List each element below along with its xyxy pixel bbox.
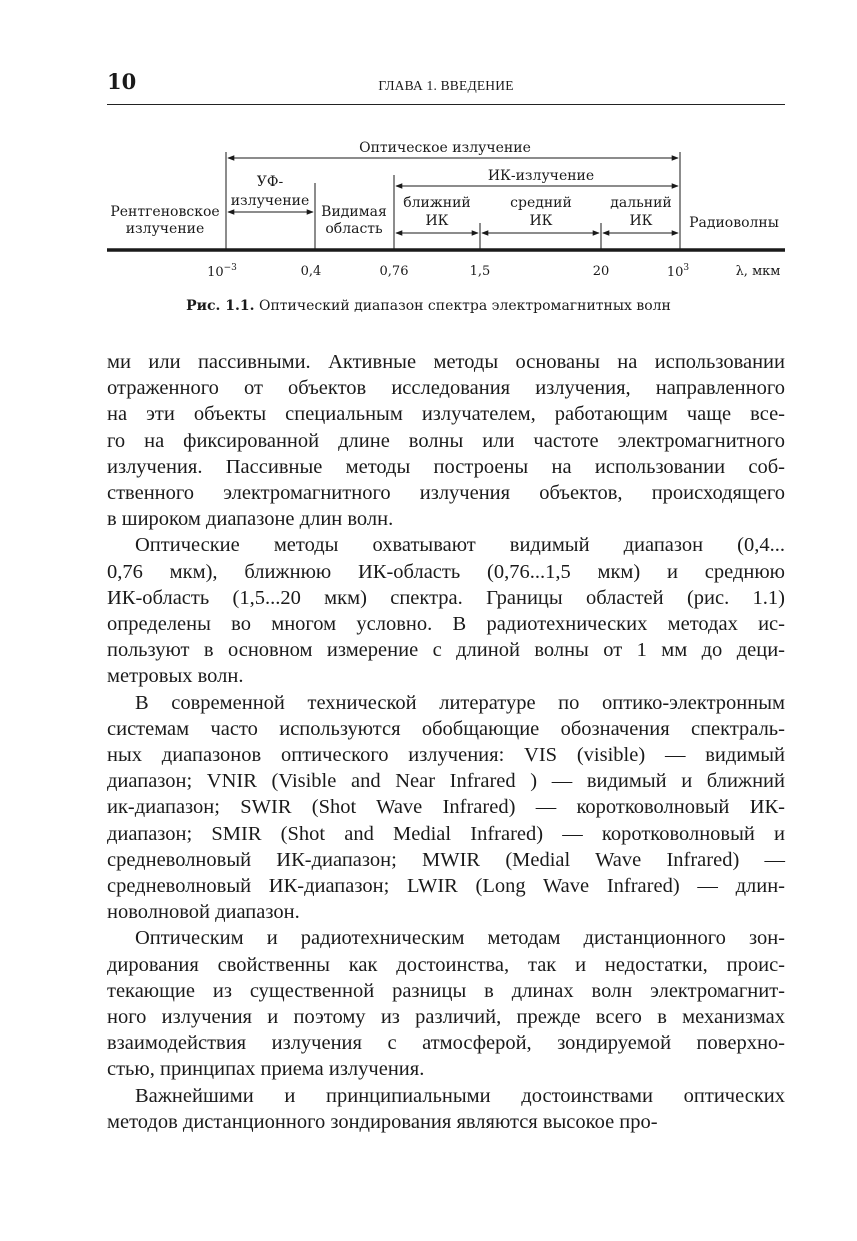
paragraph-2 <box>107 532 785 689</box>
tick-label-1: $10^{-3}$ <box>207 263 237 280</box>
text-line: определены во многом условно. В радиотехнических методах ис- <box>107 613 785 636</box>
far-ir-label-2: ИК <box>629 213 653 229</box>
text-line: ми или пассивными. Активные методы основаны на использовании <box>107 351 785 373</box>
tick-label-2: 0,4 <box>300 264 322 279</box>
uv-label-2: излучение <box>230 193 310 209</box>
mid-ir-label-1: средний <box>510 195 572 211</box>
text-line: в широком диапазоне длин волн. <box>107 508 394 531</box>
text-line: метровых волн. <box>107 665 244 688</box>
text-line: Оптические методы охватывают видимый диапазон (0,4... <box>135 534 785 557</box>
page-number: 10 <box>107 69 137 94</box>
xray-label-1: Рентгеновское <box>110 204 220 220</box>
xray-label-2: излучение <box>125 221 205 237</box>
text-line: методов дистанционного зондирования являются высокое про- <box>107 1110 658 1133</box>
far-ir-label-1: дальний <box>610 195 672 211</box>
uv-label-1: УФ- <box>256 174 284 190</box>
text-line: на эти объекты специальным излучателем, работающим чаще все- <box>107 403 785 426</box>
text-line: системам часто используются обобщающие обозначения спектраль- <box>107 717 785 740</box>
text-line: пользуют в основном измерение с длиной волны от 1 мм до деци- <box>107 639 785 662</box>
text-line: дирования свойственны как достоинства, так и недостатки, проис- <box>107 953 785 976</box>
tick-label-5: 20 <box>592 264 610 279</box>
ir-label: ИК-излучение <box>487 168 595 184</box>
caption-text: Оптический диапазон спектра электромагнитных волн <box>254 298 671 314</box>
near-ir-label-1: ближний <box>403 195 471 211</box>
visible-label-2: область <box>325 221 383 237</box>
mid-ir-label-2: ИК <box>529 213 553 229</box>
text-line: ного излучения и поэтому из различий, прежде всего в механизмах <box>107 1006 785 1029</box>
near-ir-label-2: ИК <box>425 213 449 229</box>
text-line: ных диапазонов оптического излучения: VIS (visible) — видимый <box>107 744 785 767</box>
text-line: 0,76 мкм), ближнюю ИК-область (0,76...1,5 мкм) и среднюю <box>107 560 785 583</box>
text-line: диапазон; SMIR (Shot and Medial Infrared) — коротковолновый и <box>107 822 785 845</box>
tick-label-4: 1,5 <box>469 264 491 279</box>
text-line: диапазон; VNIR (Visible and Near Infrared ) — видимый и ближний <box>107 770 785 793</box>
radio-label: Радиоволны <box>689 215 779 231</box>
optical-label: Оптическое излучение <box>359 140 531 156</box>
body-text <box>107 349 785 1135</box>
text-line: ственного электромагнитного излучения объектов, происходящего <box>107 482 785 505</box>
chapter-title: ГЛАВА 1. ВВЕДЕНИЕ <box>378 78 514 93</box>
tick-label-3: 0,76 <box>379 264 409 279</box>
text-line: ик-диапазон; SWIR (Shot Wave Infrared) — коротковолновый ИК- <box>107 796 785 819</box>
text-line: средневолновый ИК-диапазон; LWIR (Long Wave Infrared) — длин- <box>107 875 785 898</box>
paragraph-1 <box>107 349 785 532</box>
text-line: ИК-область (1,5...20 мкм) спектра. Границы областей (рис. 1.1) <box>107 586 785 609</box>
axis-unit-label: λ, мкм <box>735 264 781 279</box>
page-header <box>107 70 785 105</box>
text-line: новолновой диапазон. <box>107 901 300 924</box>
text-line: средневолновый ИК-диапазон; MWIR (Medial Wave Infrared) — <box>107 848 785 871</box>
text-line: отраженного от объектов исследования излучения, направленного <box>107 377 785 400</box>
spectrum-figure <box>0 130 857 290</box>
paragraph-3 <box>107 690 785 926</box>
text-line: Важнейшими и принципиальными достоинствами оптических <box>135 1084 785 1107</box>
spectrum-diagram <box>0 130 857 290</box>
text-line: излучения. Пассивные методы построены на использовании соб- <box>107 455 785 478</box>
caption-label: Рис. 1.1. <box>186 298 255 314</box>
visible-label-1: Видимая <box>321 204 387 220</box>
text-line: В современной технической литературе по оптико-электронным <box>135 691 785 714</box>
text-line: Оптическим и радиотехническим методам дистанционного зон- <box>135 927 785 950</box>
text-line: взаимодействия излучения с атмосферой, зондируемой поверхно- <box>107 1032 785 1055</box>
tick-label-6: $10^3$ <box>666 263 690 280</box>
text-line: стью, принципах приема излучения. <box>107 1058 425 1081</box>
paragraph-5 <box>107 1083 785 1135</box>
figure-caption <box>0 297 857 315</box>
text-line: го на фиксированной длине волны или частоте электромагнитного <box>107 429 785 452</box>
text-line: текающие из существенной разницы в длинах волн электромагнит- <box>107 979 785 1002</box>
paragraph-4 <box>107 925 785 1082</box>
